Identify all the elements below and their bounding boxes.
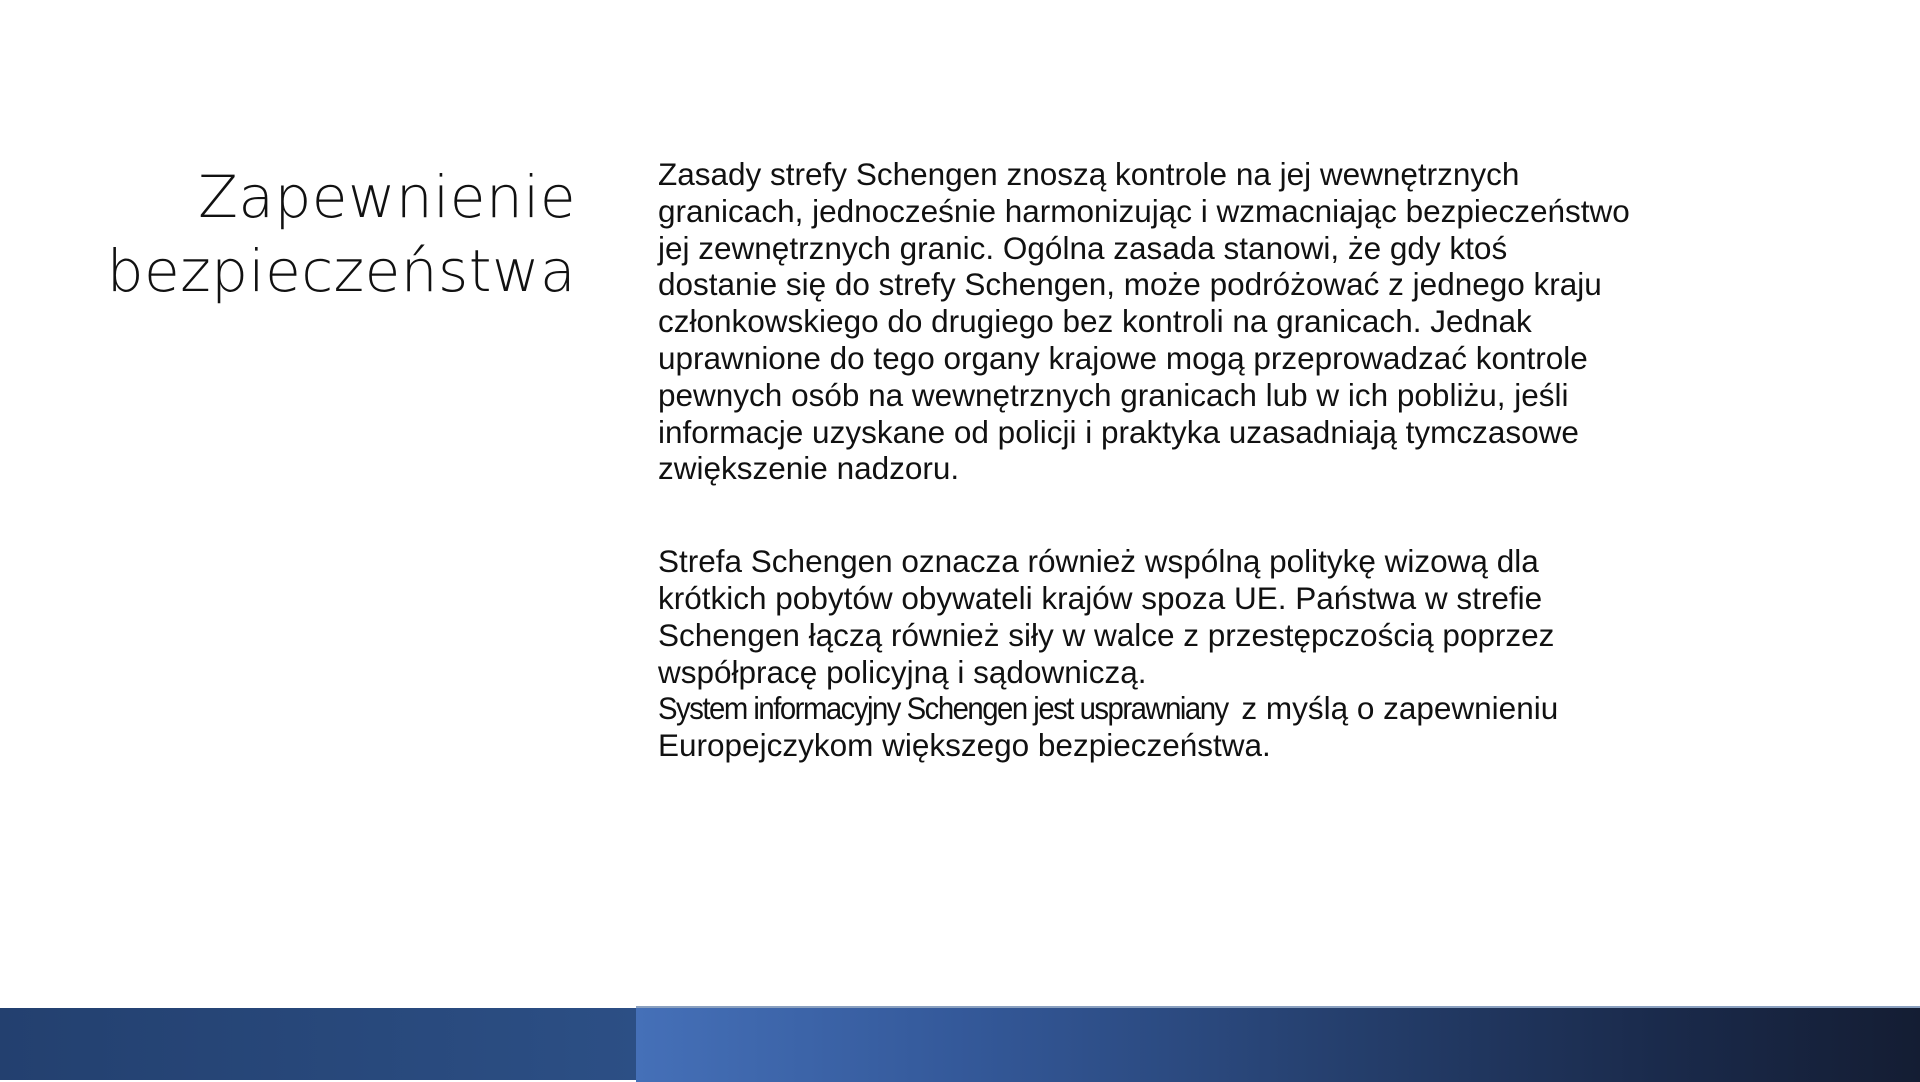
text-line: członkowskiego do drugiego bez kontroli na granicach. Jednak [658,303,1532,340]
text-span-narrow: System informacyjny Schengen jest usprawniany [658,690,1228,727]
text-line: jej zewnętrznych granic. Ogólna zasada stanowi, że gdy ktoś [658,229,1508,266]
text-line: uprawnione do tego organy krajowe mogą przeprowadzać kontrole [658,339,1588,376]
text-line: krótkich pobytów obywateli krajów spoza UE. Państwa w strefie [658,579,1543,616]
text-line: dostanie się do strefy Schengen, może podróżować z jednego kraju [658,266,1602,303]
text-line: pewnych osób na wewnętrznych granicach lub w ich pobliżu, jeśli [658,376,1569,413]
paragraph-2 [658,543,1630,764]
footer-bar-left [0,1008,636,1080]
text-span: z myślą o zapewnieniu [1232,690,1559,727]
text-line: Schengen łączą również siły w walce z przestępczością poprzez [658,616,1555,653]
text-line [658,690,1630,727]
slide-title [107,160,576,308]
text-line: współpracę policyjną i sądowniczą. [658,653,1147,690]
text-line: granicach, jednocześnie harmonizując i wzmacniając bezpieczeństwo [658,192,1630,229]
paragraph-1 [658,156,1630,487]
text-line: zwiększenie nadzoru. [658,450,960,487]
text-line: Strefa Schengen oznacza również wspólną politykę wizową dla [658,543,1539,580]
text-line: Europejczykom większego bezpieczeństwa. [658,727,1271,764]
text-line: informacje uzyskane od policji i praktyka uzasadniają tymczasowe [658,413,1579,450]
title-line: bezpieczeństwa [106,237,576,305]
title-line: Zapewnienie [198,163,576,231]
text-line: Zasady strefy Schengen znoszą kontrole na jej wewnętrznych [658,156,1520,192]
footer-bar-right [636,1006,1920,1082]
slide-body [658,156,1630,764]
